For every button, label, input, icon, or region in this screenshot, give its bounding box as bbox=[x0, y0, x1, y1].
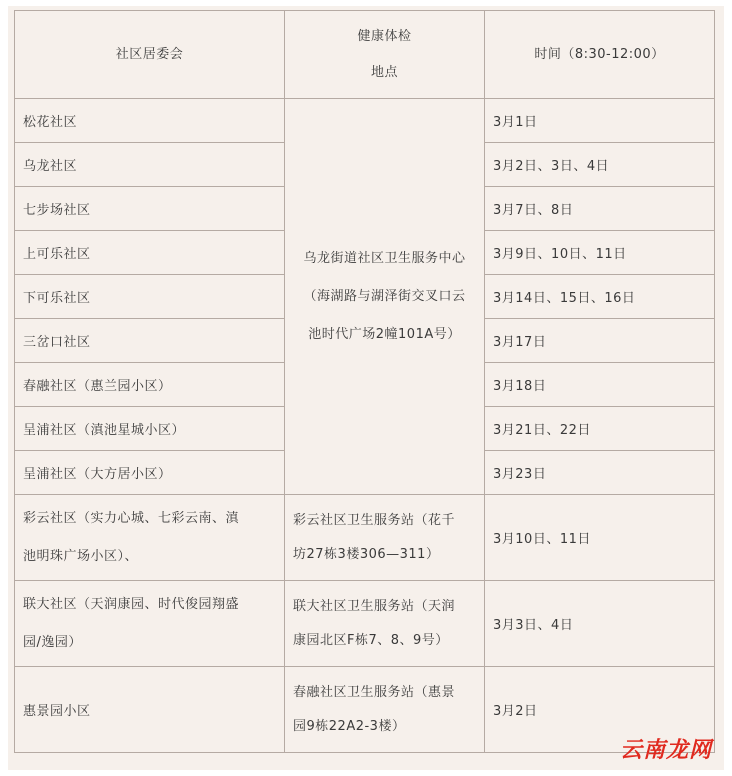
table-row bbox=[15, 99, 715, 143]
header-location-line1: 健康体检 bbox=[357, 28, 412, 44]
community-cell: 惠景园小区 bbox=[15, 667, 285, 753]
table-row bbox=[15, 667, 715, 753]
date-cell: 3月3日、4日 bbox=[485, 581, 715, 667]
date-cell: 3月23日 bbox=[485, 451, 715, 495]
location-cell bbox=[285, 495, 485, 581]
community-cell: 乌龙社区 bbox=[15, 143, 285, 187]
community-cell: 下可乐社区 bbox=[15, 275, 285, 319]
main-location-cell bbox=[285, 99, 485, 495]
community-line1: 彩云社区（实力心城、七彩云南、滇 bbox=[23, 510, 240, 526]
location-line2: 坊27栋3楼306—311） bbox=[293, 546, 440, 562]
health-check-schedule-table bbox=[14, 10, 715, 753]
community-cell bbox=[15, 581, 285, 667]
community-cell: 七步场社区 bbox=[15, 187, 285, 231]
location-cell bbox=[285, 667, 485, 753]
community-cell: 上可乐社区 bbox=[15, 231, 285, 275]
date-cell: 3月1日 bbox=[485, 99, 715, 143]
header-time: 时间（8:30-12:00） bbox=[485, 11, 715, 99]
community-cell: 呈浦社区（滇池星城小区） bbox=[15, 407, 285, 451]
date-cell: 3月9日、10日、11日 bbox=[485, 231, 715, 275]
location-line1: 春融社区卫生服务站（惠景 bbox=[293, 684, 456, 700]
header-location-line2: 地点 bbox=[370, 64, 398, 80]
community-cell: 春融社区（惠兰园小区） bbox=[15, 363, 285, 407]
community-line2: 池明珠广场小区）、 bbox=[23, 548, 139, 564]
location-cell bbox=[285, 581, 485, 667]
date-cell: 3月17日 bbox=[485, 319, 715, 363]
main-location-line3: 池时代广场2幢101A号） bbox=[308, 326, 461, 342]
community-line1: 联大社区（天润康园、时代俊园翔盛 bbox=[23, 596, 240, 612]
watermark-logo: 云南龙网 bbox=[619, 738, 712, 763]
date-cell: 3月14日、15日、16日 bbox=[485, 275, 715, 319]
header-location bbox=[285, 11, 485, 99]
date-cell: 3月7日、8日 bbox=[485, 187, 715, 231]
community-cell bbox=[15, 495, 285, 581]
main-location-line1: 乌龙街道社区卫生服务中心 bbox=[303, 250, 466, 266]
community-cell: 松花社区 bbox=[15, 99, 285, 143]
date-cell: 3月10日、11日 bbox=[485, 495, 715, 581]
date-cell: 3月2日 bbox=[485, 667, 715, 753]
date-cell: 3月21日、22日 bbox=[485, 407, 715, 451]
community-cell: 三岔口社区 bbox=[15, 319, 285, 363]
table-row bbox=[15, 495, 715, 581]
header-committee: 社区居委会 bbox=[15, 11, 285, 99]
community-cell: 呈浦社区（大方居小区） bbox=[15, 451, 285, 495]
location-line2: 康园北区F栋7、8、9号） bbox=[293, 632, 449, 648]
date-cell: 3月2日、3日、4日 bbox=[485, 143, 715, 187]
location-line1: 彩云社区卫生服务站（花千 bbox=[293, 512, 456, 528]
date-cell: 3月18日 bbox=[485, 363, 715, 407]
main-location-line2: （海湖路与湖泽街交叉口云 bbox=[303, 288, 466, 304]
table-row bbox=[15, 581, 715, 667]
community-line2: 园/逸园） bbox=[23, 634, 82, 650]
location-line2: 园9栋22A2-3楼） bbox=[293, 718, 406, 734]
location-line1: 联大社区卫生服务站（天润 bbox=[293, 598, 456, 614]
header-row bbox=[15, 11, 715, 99]
